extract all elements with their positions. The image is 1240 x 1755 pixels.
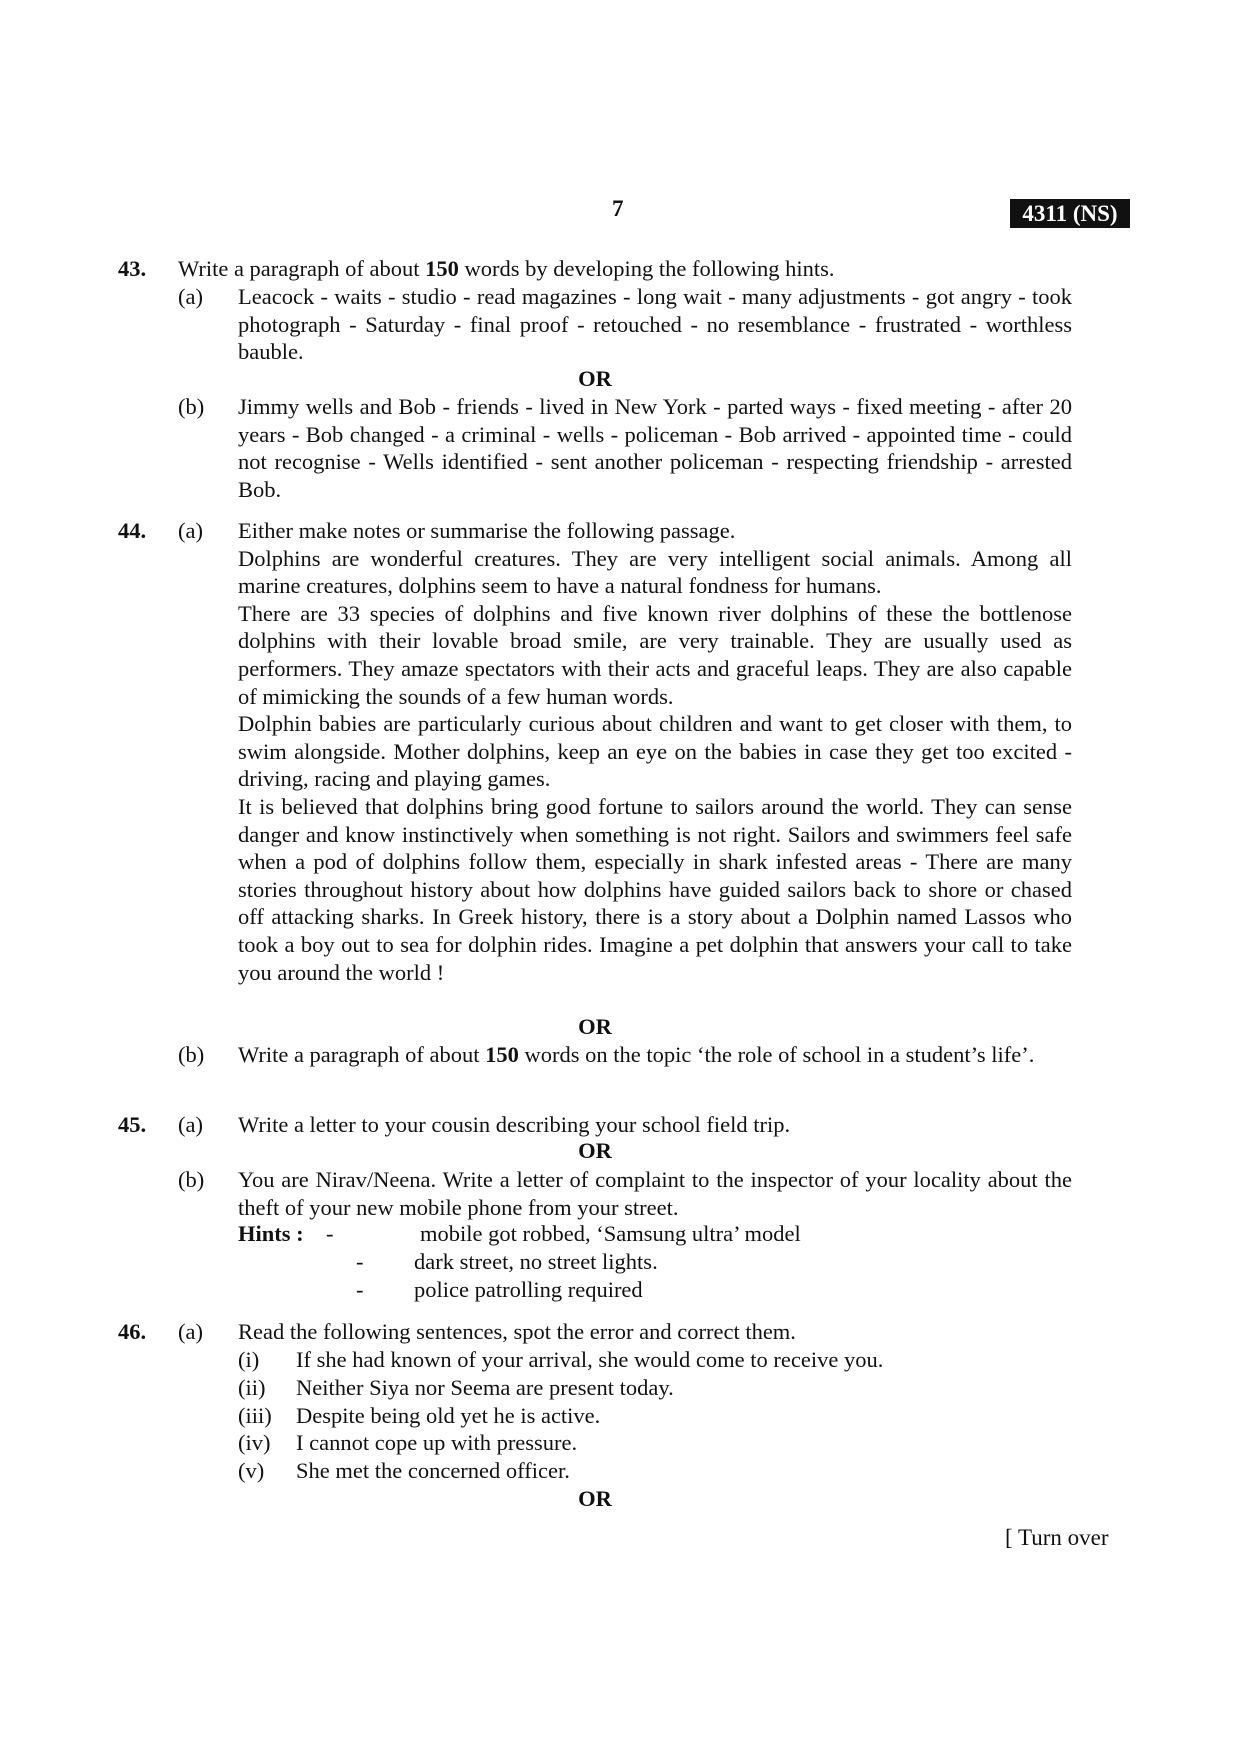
sentence-label: (v) [238,1458,265,1483]
option-text [238,517,1072,986]
turn-over-note: [ Turn over [1005,1525,1109,1550]
passage-paragraph: There are 33 species of dolphins and five known river dolphins of these the bottlenose dolphins with their lovable broad smile, are very trainable. They are usually used as performers. They amaze spectators with their acts and graceful leaps. They are also capable of mimicking the sounds of a few human words. [238,600,1072,709]
option-text: Leacock - waits - studio - read magazines - long wait - many adjustments - got angry - took photograph - Saturday - final proof - retouched - no resemblance - frustrated - worthless bauble. [238,284,1072,365]
option-text: Read the following sentences, spot the error and correct them. [238,1319,796,1344]
passage-paragraph: Dolphin babies are particularly curious about children and want to get closer with them, to swim alongside. Mother dolphins, keep an eye on the babies in case they get too excited - driving, racing and playing games. [238,711,1072,792]
option-label: (b) [178,1167,205,1192]
option-label: (a) [178,1112,203,1137]
sentence-text: She met the concerned officer. [296,1458,570,1483]
instruction: Either make notes or summarise the following passage. [238,518,736,543]
word-count-emphasis: 150 [485,1042,519,1067]
hint-text: mobile got robbed, ‘Samsung ultra’ model [420,1221,801,1246]
passage-paragraph: It is believed that dolphins bring good fortune to sailors around the world. They can sense danger and know instinctively when something is not right. Sailors and swimmers feel safe when a pod of dolphins follow them, especially in shark infested areas - There are many stories throughout history about how dolphins have guided sailors back to shore or chased off attacking sharks. In Greek history, there is a story about a Dolphin named Lassos who took a boy out to sea for dolphin rides. Imagine a pet dolphin that answers your call to take you around the world ! [238,793,1072,985]
sentence-label: (ii) [238,1375,266,1400]
question-stem: Write a paragraph of about 150 words by developing the following hints. [178,256,835,281]
question-number: 43. [118,256,147,281]
sentence-text: Despite being old yet he is active. [296,1403,601,1428]
word-count-emphasis: 150 [425,256,459,281]
sentence-label: (i) [238,1347,260,1372]
option-text: Write a letter to your cousin describing your school field trip. [238,1112,791,1137]
option-text: Write a paragraph of about 150 words on the topic ‘the role of school in a student’s life’. [238,1042,1035,1067]
question-number: 45. [118,1112,147,1137]
or-separator: OR [578,1138,612,1163]
hint-dash: - [356,1249,364,1274]
sentence-label: (iii) [238,1403,272,1428]
or-separator: OR [578,1014,612,1039]
option-label: (a) [178,1319,203,1344]
hints-label: Hints : [238,1221,304,1246]
sentence-text: If she had known of your arrival, she would come to receive you. [296,1347,884,1372]
or-separator: OR [578,366,612,391]
option-text: Jimmy wells and Bob - friends - lived in New York - parted ways - fixed meeting - after 20 years - Bob changed - a criminal - wells - policeman - Bob arrived - appointed time - could not recognise - Wells identified - sent another policeman - respecting friendship - arrested Bob. [238,394,1072,502]
hint-text: dark street, no street lights. [414,1249,658,1274]
option-label: (a) [178,284,203,309]
question-number: 46. [118,1319,147,1344]
option-label: (a) [178,518,203,543]
or-separator: OR [578,1486,612,1511]
hint-dash: - [326,1221,334,1246]
paper-code-badge: 4311 (NS) [1010,199,1130,228]
hint-dash: - [356,1277,364,1302]
passage-paragraph: Dolphins are wonderful creatures. They are very intelligent social animals. Among all marine creatures, dolphins seem to have a natural fondness for humans. [238,545,1072,599]
option-label: (b) [178,394,205,419]
option-label: (b) [178,1042,205,1067]
sentence-text: Neither Siya nor Seema are present today. [296,1375,674,1400]
page-number: 7 [612,196,624,221]
sentence-text: I cannot cope up with pressure. [296,1430,578,1455]
sentence-label: (iv) [238,1430,271,1455]
option-text: You are Nirav/Neena. Write a letter of complaint to the inspector of your locality about the theft of your new mobile phone from your street. [238,1167,1072,1220]
question-number: 44. [118,518,147,543]
hint-text: police patrolling required [414,1277,643,1302]
